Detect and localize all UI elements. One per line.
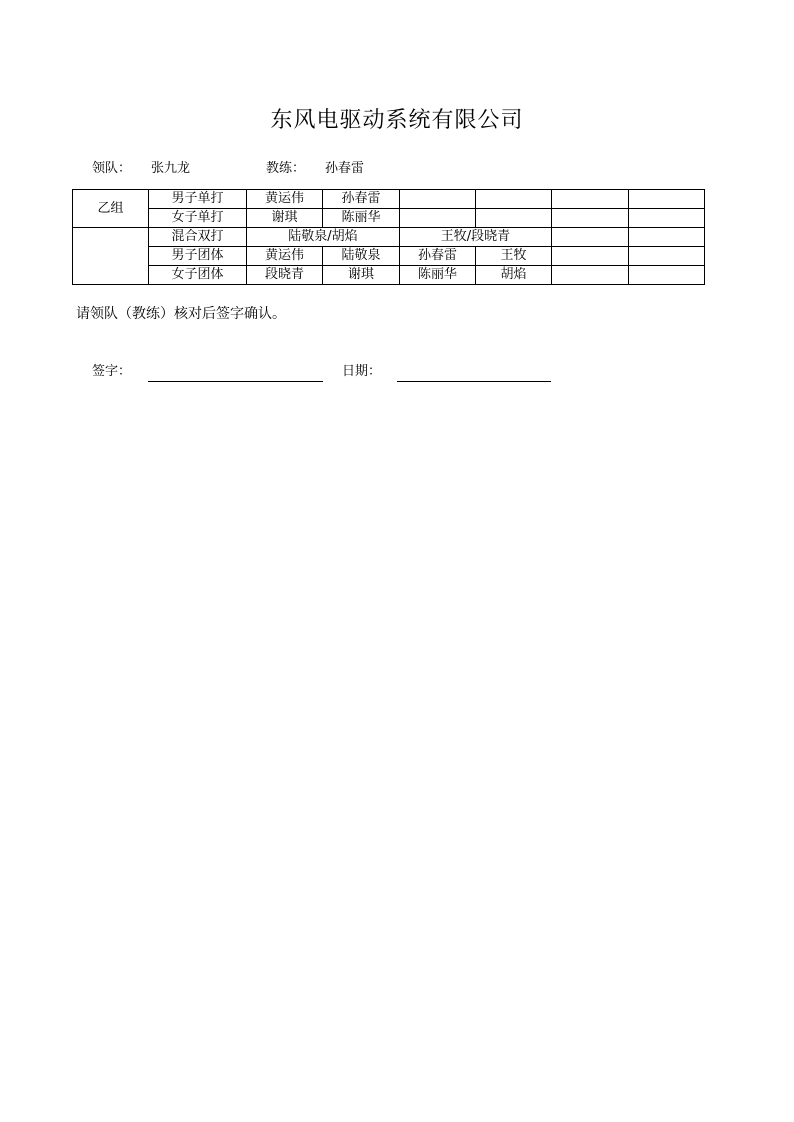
table-row: [73, 266, 705, 285]
table-row: [73, 228, 705, 247]
player-cell: [476, 190, 552, 209]
table-row: [73, 190, 705, 209]
table-row: [73, 209, 705, 228]
player-cell: [629, 228, 705, 247]
date-label: 日期：: [342, 364, 382, 379]
sign-label: 签字：: [92, 364, 132, 379]
group-cell: 乙组: [73, 190, 149, 228]
group-cell: [73, 228, 149, 285]
event-cell: 男子单打: [149, 190, 247, 209]
player-cell: [400, 209, 476, 228]
event-cell: 男子团体: [149, 247, 247, 266]
player-cell: 王牧: [476, 247, 552, 266]
pair-cell: 陆敬泉/胡焰: [247, 228, 400, 247]
player-cell: 谢琪: [247, 209, 323, 228]
player-cell: [629, 247, 705, 266]
leader-name: 张九龙: [151, 161, 191, 176]
player-cell: 段晓青: [247, 266, 323, 285]
signature-line[interactable]: [148, 381, 323, 382]
event-cell: 女子单打: [149, 209, 247, 228]
pair-cell: 王牧/段晓青: [400, 228, 552, 247]
player-cell: [552, 228, 629, 247]
player-cell: [629, 209, 705, 228]
confirmation-note: 请领队（教练）核对后签字确认。: [76, 306, 286, 322]
table-row: [73, 247, 705, 266]
player-cell: [629, 190, 705, 209]
player-cell: 谢琪: [323, 266, 400, 285]
player-cell: 陈丽华: [400, 266, 476, 285]
player-cell: [552, 266, 629, 285]
entry-table: [72, 189, 705, 285]
player-cell: [552, 247, 629, 266]
document-title: 东风电驱动系统有限公司: [270, 108, 524, 133]
coach-label: 教练：: [266, 161, 306, 176]
coach-name: 孙春雷: [325, 161, 365, 176]
leader-label: 领队：: [92, 161, 132, 176]
player-cell: [552, 209, 629, 228]
date-line[interactable]: [397, 381, 551, 382]
player-cell: 陆敬泉: [323, 247, 400, 266]
event-cell: 混合双打: [149, 228, 247, 247]
player-cell: 黄运伟: [247, 247, 323, 266]
player-cell: 胡焰: [476, 266, 552, 285]
player-cell: 孙春雷: [323, 190, 400, 209]
player-cell: 陈丽华: [323, 209, 400, 228]
event-cell: 女子团体: [149, 266, 247, 285]
player-cell: [400, 190, 476, 209]
player-cell: [552, 190, 629, 209]
player-cell: [476, 209, 552, 228]
player-cell: 黄运伟: [247, 190, 323, 209]
player-cell: [629, 266, 705, 285]
player-cell: 孙春雷: [400, 247, 476, 266]
